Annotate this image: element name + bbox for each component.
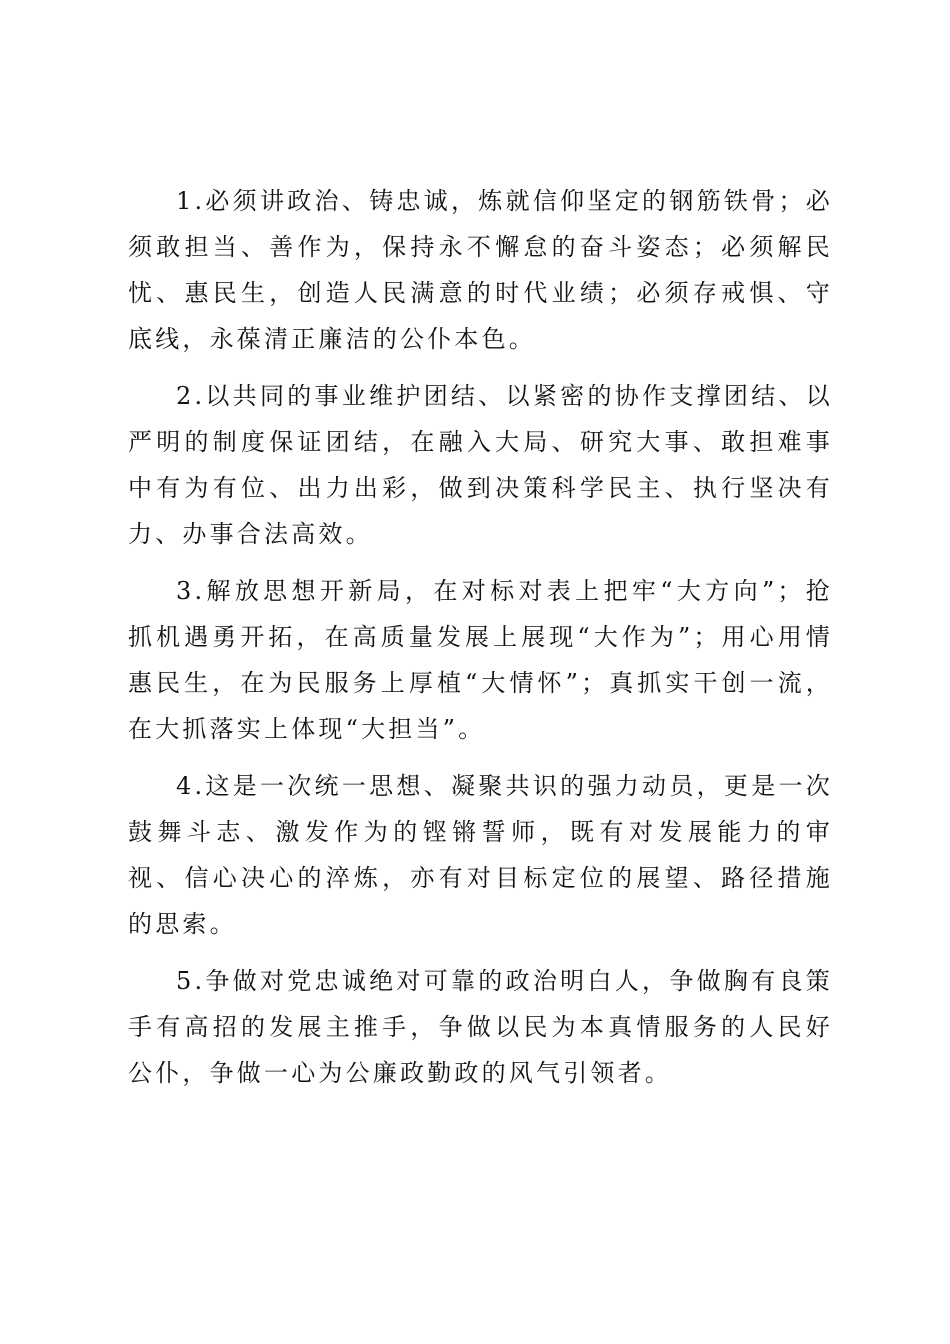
paragraph-3: 3.解放思想开新局，在对标对表上把牢“大方向”；抢抓机遇勇开拓，在高质量发展上展现“大作为”；用心用情惠民生，在为民服务上厚植“大情怀”；真抓实干创一流，在大抓落实上体现“大担当”。 — [128, 577, 833, 743]
paragraph-4: 4.这是一次统一思想、凝聚共识的强力动员，更是一次鼓舞斗志、激发作为的铿锵誓师，既有对发展能力的审视、信心决心的淬炼，亦有对目标定位的展望、路径措施的思索。 — [128, 772, 833, 938]
document-body — [128, 178, 833, 1107]
paragraph-1: 1.必须讲政治、铸忠诚，炼就信仰坚定的钢筋铁骨；必须敢担当、善作为，保持永不懈怠的奋斗姿态；必须解民忧、惠民生，创造人民满意的时代业绩；必须存戒惧、守底线，永葆清正廉洁的公仆本色。 — [128, 187, 833, 353]
paragraph-2: 2.以共同的事业维护团结、以紧密的协作支撑团结、以严明的制度保证团结，在融入大局、研究大事、敢担难事中有为有位、出力出彩，做到决策科学民主、执行坚决有力、办事合法高效。 — [128, 382, 833, 548]
paragraph-5: 5.争做对党忠诚绝对可靠的政治明白人，争做胸有良策手有高招的发展主推手，争做以民为本真情服务的人民好公仆，争做一心为公廉政勤政的风气引领者。 — [128, 967, 833, 1087]
